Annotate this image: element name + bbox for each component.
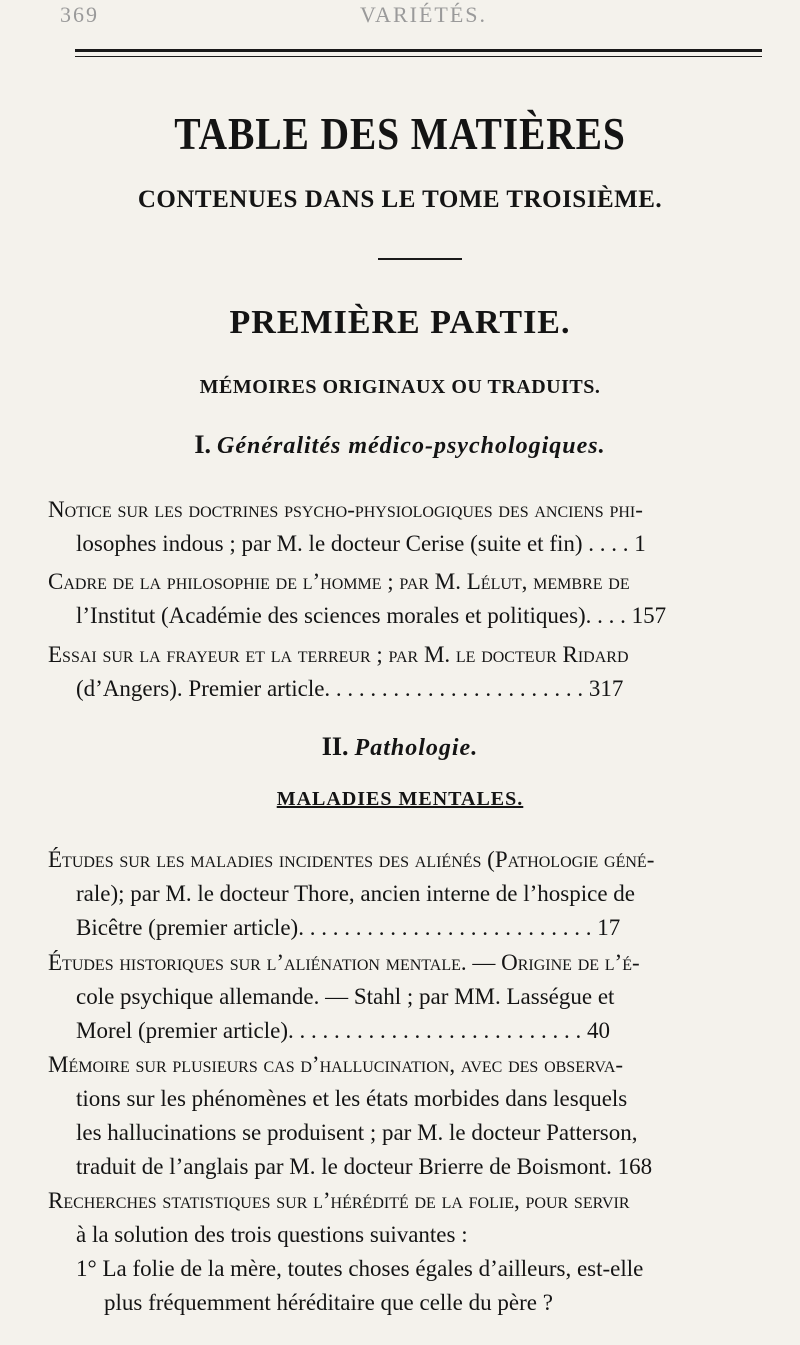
category-2-title: Pathologie. bbox=[354, 735, 479, 761]
toc-entry bbox=[48, 493, 762, 561]
toc-entry-line: Études sur les maladies incidentes des aliénés (Pathologie géné- bbox=[48, 847, 655, 872]
toc-entry-line: Essai sur la frayeur et la terreur ; par M. le docteur Ridard bbox=[48, 642, 629, 667]
category-1-title: Généralités médico-psychologiques. bbox=[217, 433, 606, 459]
section-heading: MÉMOIRES ORIGINAUX OU TRADUITS. bbox=[199, 376, 601, 398]
toc-entry-line: (d’Angers). Premier article. . . . . . . . . . . . . . . . . . . . . . . 317 bbox=[76, 676, 624, 701]
toc-entry-line: Notice sur les doctrines psycho-physiologiques des anciens phi- bbox=[48, 497, 643, 522]
category-1-roman: I. bbox=[194, 430, 211, 459]
toc-entry bbox=[48, 946, 762, 1048]
toc-entry-line: losophes indous ; par M. le docteur Cerise (suite et fin) . . . . 1 bbox=[76, 531, 646, 556]
top-rule bbox=[75, 49, 762, 52]
main-title: TABLE DES MATIÈRES bbox=[174, 108, 626, 159]
toc-entry-line: Morel (premier article). . . . . . . . . . . . . . . . . . . . . . . . . . 40 bbox=[76, 1018, 610, 1043]
toc-entry-line: 1° La folie de la mère, toutes choses égales d’ailleurs, est-elle bbox=[76, 1256, 644, 1281]
toc-entry-line: plus fréquemment héréditaire que celle du père ? bbox=[104, 1290, 553, 1315]
toc-entry bbox=[48, 638, 762, 706]
toc-entry bbox=[48, 1184, 762, 1320]
category-2-roman: II. bbox=[321, 732, 349, 761]
toc-entry-line: Cadre de la philosophie de l’homme ; par M. Lélut, membre de bbox=[48, 569, 630, 594]
toc-entry-line: Bicêtre (premier article). . . . . . . . . . . . . . . . . . . . . . . . . . 17 bbox=[76, 915, 621, 940]
toc-entry-line: les hallucinations se produisent ; par M. le docteur Patterson, bbox=[76, 1120, 638, 1145]
short-divider bbox=[378, 258, 462, 260]
part-heading: PREMIÈRE PARTIE. bbox=[229, 304, 571, 341]
running-head-title: VARIÉTÉS. bbox=[360, 2, 487, 27]
category-heading-2 bbox=[0, 732, 800, 762]
toc-entry-line: cole psychique allemande. — Stahl ; par MM. Lasségue et bbox=[76, 984, 615, 1009]
category-heading-1 bbox=[0, 430, 800, 460]
toc-entry-line: à la solution des trois questions suivantes : bbox=[76, 1222, 468, 1247]
running-head-page-number: 369 bbox=[60, 2, 99, 27]
toc-entry-line: Mémoire sur plusieurs cas d’hallucination, avec des observa- bbox=[48, 1052, 624, 1077]
subtitle: CONTENUES DANS LE TOME TROISIÈME. bbox=[137, 186, 663, 213]
toc-entry-line: Recherches statistiques sur l’hérédité de la folie, pour servir bbox=[48, 1188, 630, 1213]
toc-entry-line: tions sur les phénomènes et les états morbides dans lesquels bbox=[76, 1086, 628, 1111]
top-rule-thin bbox=[75, 56, 762, 57]
toc-entry-line: l’Institut (Académie des sciences morales et politiques). . . . 157 bbox=[76, 603, 667, 628]
toc-entry bbox=[48, 1048, 762, 1184]
toc-entry bbox=[48, 843, 762, 945]
toc-entry bbox=[48, 565, 762, 633]
toc-entry-line: Études historiques sur l’aliénation mentale. — Origine de l’é- bbox=[48, 950, 640, 975]
running-head bbox=[60, 2, 740, 28]
subcategory-heading: MALADIES MENTALES. bbox=[276, 788, 524, 810]
toc-entry-line: traduit de l’anglais par M. le docteur Brierre de Boismont. 168 bbox=[76, 1154, 653, 1179]
toc-entry-line: rale); par M. le docteur Thore, ancien interne de l’hospice de bbox=[76, 881, 635, 906]
